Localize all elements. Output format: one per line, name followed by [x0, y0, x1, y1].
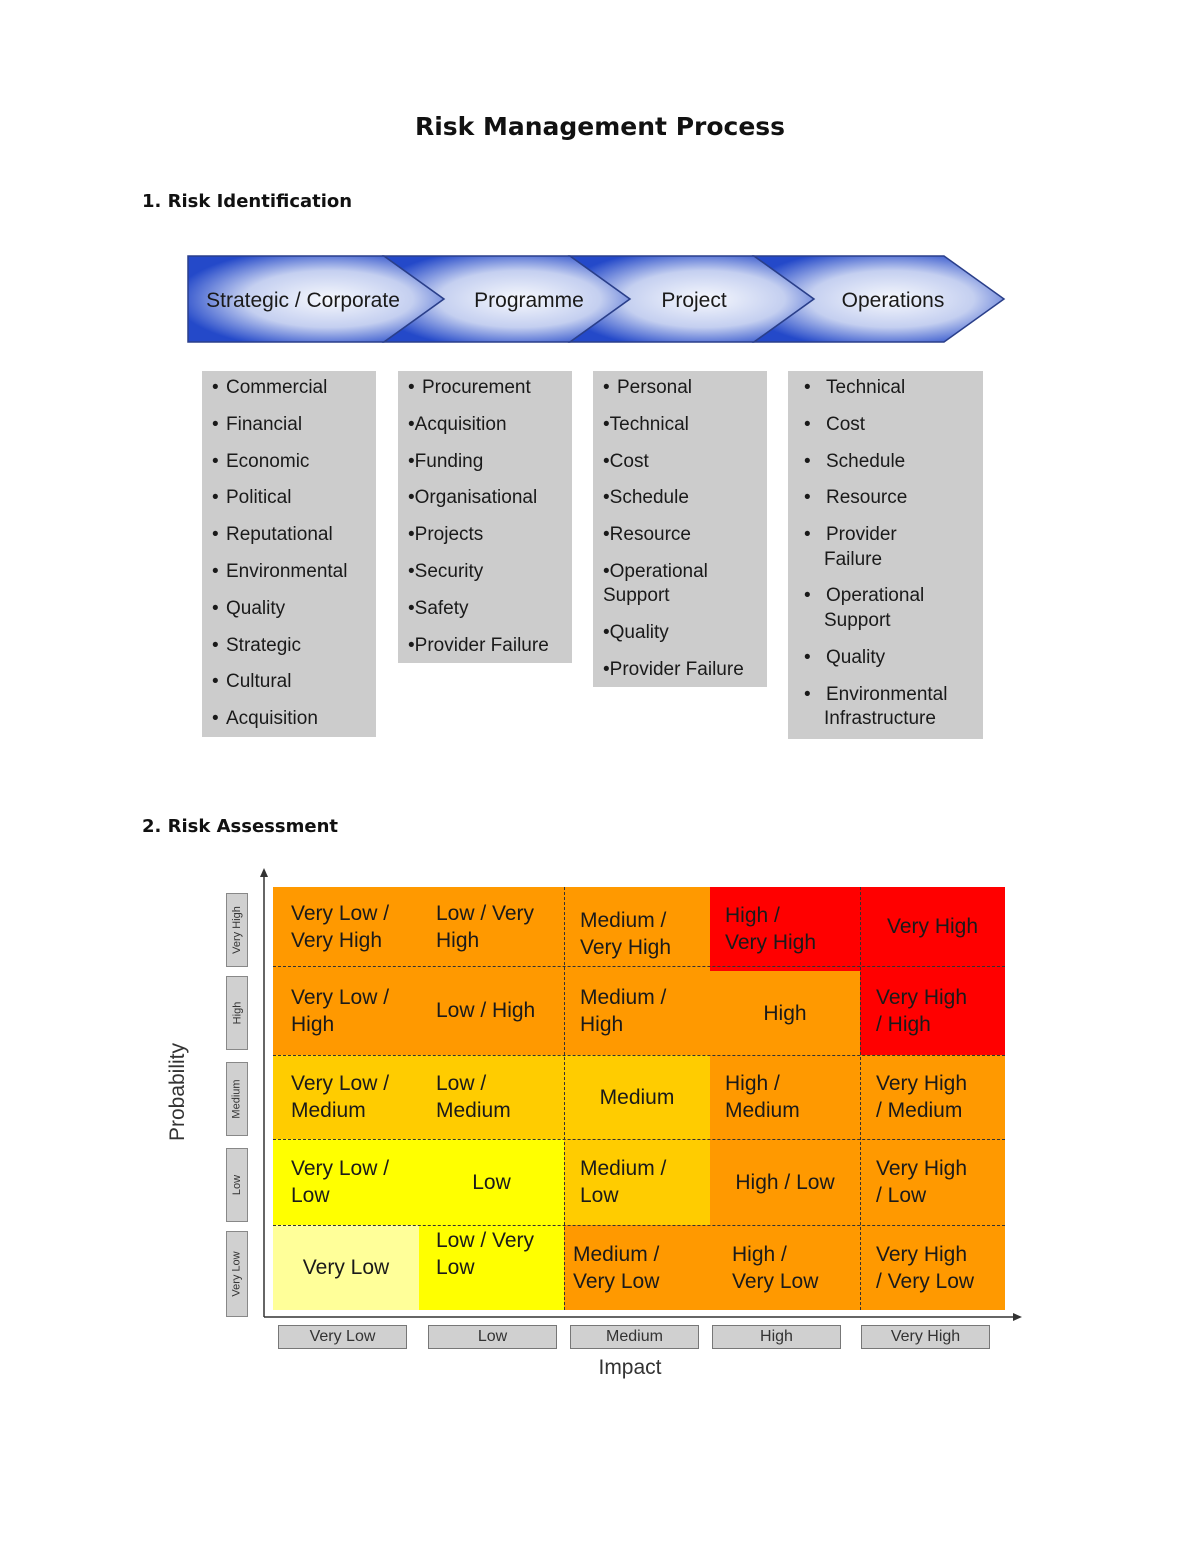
- matrix-cell: Very Low / Low: [273, 1139, 419, 1225]
- list-item: • Operational Support: [804, 585, 925, 631]
- chevron-label-project: Project: [661, 289, 727, 312]
- matrix-cell: Very High: [860, 887, 1005, 966]
- list-item: •Acquisition: [408, 413, 507, 435]
- impact-level-very-low: Very Low: [278, 1325, 407, 1349]
- impact-level-high: High: [712, 1325, 841, 1349]
- list-item: •Security: [408, 560, 484, 582]
- matrix-cell: High / Very Low: [710, 1225, 860, 1310]
- list-item: •Provider Failure: [603, 659, 744, 681]
- matrix-cell: Medium / Very High: [564, 887, 710, 966]
- process-chevrons: [186, 254, 1008, 346]
- impact-level-very-high: Very High: [861, 1325, 990, 1349]
- matrix-cell: Very High / Low: [860, 1139, 1005, 1225]
- list-item: • Political: [212, 487, 292, 509]
- list-item: • Quality: [212, 597, 286, 619]
- list-item: • Schedule: [804, 450, 906, 472]
- probability-axis-title: Probability: [166, 1042, 189, 1142]
- list-item: • Financial: [212, 413, 303, 435]
- section-heading-assessment: 2. Risk Assessment: [142, 816, 338, 837]
- matrix-cell: High / Very High: [710, 887, 860, 971]
- risk-matrix: [273, 887, 1005, 1310]
- matrix-cell: Very Low / Medium: [273, 1055, 419, 1139]
- list-item: •Technical: [603, 413, 689, 435]
- probability-level-very-high: Very High: [226, 893, 248, 967]
- list-item: •Funding: [408, 450, 484, 472]
- list-item: •Safety: [408, 597, 469, 619]
- probability-level-medium: Medium: [226, 1062, 248, 1136]
- operations-risk-list: [788, 371, 983, 739]
- chevron-label-operations: Operations: [841, 289, 945, 312]
- chevron-label-programme: Programme: [474, 289, 584, 312]
- page-title: Risk Management Process: [414, 112, 786, 141]
- matrix-cell: Very High / Medium: [860, 1055, 1005, 1139]
- project-risk-list: [593, 371, 767, 687]
- list-item: • Environmental Infrastructure: [804, 683, 948, 730]
- list-item: • Personal: [603, 377, 692, 398]
- matrix-cell: High / Medium: [710, 1055, 860, 1139]
- list-item: • Reputational: [212, 524, 333, 546]
- list-item: • Cost: [804, 413, 866, 435]
- chevron-label-strategic: Strategic / Corporate: [206, 289, 400, 312]
- list-item: • Strategic: [212, 634, 301, 656]
- list-item: • Environmental: [212, 560, 348, 582]
- list-item: • Economic: [212, 450, 310, 472]
- matrix-cell: Medium / Very Low: [564, 1225, 710, 1310]
- matrix-cell: Very Low / Very High: [273, 887, 419, 966]
- list-item: • Procurement: [408, 377, 531, 398]
- list-item: •Schedule: [603, 487, 689, 509]
- list-item: • Resource: [804, 487, 908, 509]
- probability-level-low: Low: [226, 1148, 248, 1222]
- list-item: •Organisational: [408, 487, 538, 509]
- matrix-cell: High: [710, 971, 860, 1055]
- matrix-cell: Medium: [564, 1055, 710, 1139]
- list-item: •Quality: [603, 622, 669, 644]
- matrix-cell: Low / Very Low: [419, 1225, 564, 1310]
- matrix-cell: Low / High: [419, 966, 564, 1055]
- section-heading-identification: 1. Risk Identification: [142, 191, 353, 212]
- programme-risk-list: [398, 371, 572, 663]
- list-item: •Cost: [603, 450, 649, 472]
- list-item: •Provider Failure: [408, 634, 549, 656]
- matrix-cell: High / Low: [710, 1139, 860, 1225]
- probability-level-very-low: Very Low: [226, 1231, 248, 1317]
- list-item: • Commercial: [212, 377, 328, 398]
- impact-level-low: Low: [428, 1325, 557, 1349]
- matrix-cell: Low: [419, 1139, 564, 1225]
- list-item: •Projects: [408, 524, 484, 546]
- list-item: • Provider Failure: [804, 524, 897, 570]
- matrix-cell: Very Low: [273, 1225, 419, 1310]
- matrix-cell: Very High / High: [860, 966, 1005, 1055]
- list-item: • Acquisition: [212, 708, 318, 730]
- list-item: • Cultural: [212, 671, 292, 693]
- list-item: •Operational Support: [603, 560, 708, 607]
- matrix-cell: Very High / Very Low: [860, 1225, 1005, 1310]
- impact-axis-title: Impact: [598, 1356, 662, 1379]
- probability-level-high: High: [226, 976, 248, 1050]
- matrix-cell: Low / Medium: [419, 1055, 564, 1139]
- strategic-risk-list: [202, 371, 376, 737]
- list-item: • Technical: [804, 377, 906, 398]
- matrix-cell: Low / Very High: [419, 887, 564, 966]
- matrix-cell: Medium / Low: [564, 1139, 710, 1225]
- list-item: •Resource: [603, 524, 691, 546]
- matrix-cell: Very Low / High: [273, 966, 419, 1055]
- impact-level-medium: Medium: [570, 1325, 699, 1349]
- list-item: • Quality: [804, 646, 886, 668]
- matrix-cell: Medium / High: [564, 966, 710, 1055]
